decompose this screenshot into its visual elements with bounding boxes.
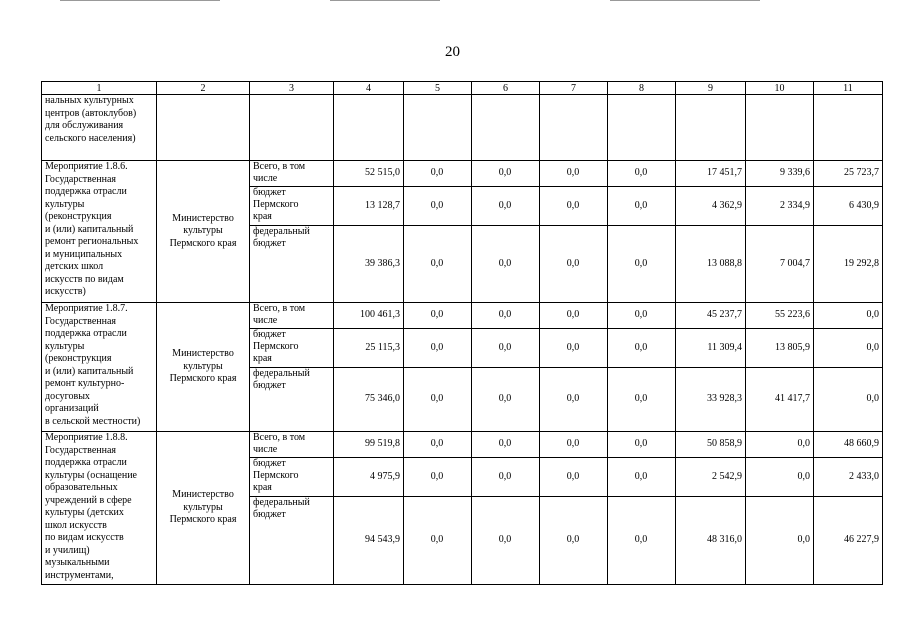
column-number-header: 4 [334,82,404,95]
empty-cell [472,95,540,161]
table-row [42,161,883,187]
description-line: Государственная [45,444,117,456]
value-cell: 13 088,8 [676,226,746,303]
column-number-header: 3 [250,82,334,95]
value-cell: 0,0 [608,187,676,226]
source-line: бюджет [253,509,286,520]
value-cell: 9 339,6 [746,161,814,187]
description-line: (реконструкция [45,211,112,222]
source-line: числе [253,315,278,326]
source-line: края [253,353,272,364]
value-cell: 0,0 [404,187,472,226]
activity-description [42,95,157,161]
column-number-header: 8 [608,82,676,95]
source-line: числе [253,173,278,184]
column-number-header: 1 [42,82,157,95]
empty-cell [608,95,676,161]
description-line: организаций [45,403,99,414]
value-cell: 52 515,0 [334,161,404,187]
responsible-ministry [157,161,250,303]
source-line: края [253,482,272,493]
funding-source [250,497,334,585]
column-number-header: 6 [472,82,540,95]
value-cell: 0,0 [746,458,814,497]
source-line: бюджет [253,458,286,469]
source-line: Всего, в том [253,432,306,443]
description-line: инструментами, [45,569,114,581]
value-cell: 48 660,9 [814,432,883,458]
source-line: края [253,211,272,222]
value-cell: 0,0 [608,432,676,458]
value-cell: 17 451,7 [676,161,746,187]
value-cell: 0,0 [746,497,814,585]
description-line: поддержка отрасли [45,328,127,339]
description-line: поддержка отрасли [45,186,127,197]
description-line: Государственная [45,173,117,185]
value-cell: 0,0 [540,432,608,458]
empty-cell [814,95,883,161]
value-cell: 0,0 [472,303,540,329]
funding-source [250,368,334,432]
activity-description [42,432,157,585]
funding-source [250,303,334,329]
value-cell: 25 723,7 [814,161,883,187]
value-cell: 0,0 [608,161,676,187]
value-cell: 0,0 [608,329,676,368]
value-cell: 0,0 [404,458,472,497]
value-cell: 0,0 [746,432,814,458]
value-cell: 0,0 [540,368,608,432]
value-cell: 0,0 [472,432,540,458]
description-line: культуры (оснащение [45,469,137,481]
description-line: детских школ [45,261,104,272]
activity-description [42,303,157,432]
value-cell: 0,0 [404,226,472,303]
scan-artifact-line [610,0,760,1]
column-number-header: 10 [746,82,814,95]
value-cell: 0,0 [540,329,608,368]
description-line: сельского населения) [45,132,136,144]
responsible-ministry [157,432,250,585]
empty-cell [334,95,404,161]
funding-source [250,458,334,497]
description-line: и (или) капитальный [45,365,134,377]
ministry-line: Министерство [172,489,234,501]
empty-cell [676,95,746,161]
value-cell: 99 519,8 [334,432,404,458]
responsible-ministry [157,303,250,432]
page-number: 20 [445,44,460,60]
value-cell: 0,0 [472,458,540,497]
value-cell: 13 128,7 [334,187,404,226]
description-line: музыкальными [45,557,110,568]
ministry-line: Министерство [172,348,234,360]
value-cell: 0,0 [472,187,540,226]
column-number-header: 5 [404,82,472,95]
column-number-header: 11 [814,82,883,95]
value-cell: 55 223,6 [746,303,814,329]
value-cell: 2 542,9 [676,458,746,497]
header-row [42,82,883,95]
value-cell: 2 433,0 [814,458,883,497]
description-line: для обслуживания [45,120,124,131]
description-line: культуры (детских [45,507,124,518]
source-line: Пермского [253,199,299,210]
source-line: Пермского [253,341,299,352]
value-cell: 7 004,7 [746,226,814,303]
ministry-line: Пермского края [169,514,237,526]
column-number-header: 2 [157,82,250,95]
source-line: федеральный [253,368,310,379]
description-line: досуговых [45,390,90,402]
value-cell: 19 292,8 [814,226,883,303]
value-cell: 0,0 [404,368,472,432]
funding-source [250,432,334,458]
description-line: по видам искусств [45,532,124,543]
description-line: школ искусств [45,519,107,531]
empty-cell [746,95,814,161]
description-line: образовательных [45,482,118,493]
value-cell: 0,0 [814,303,883,329]
empty-cell [404,95,472,161]
ministry-line: культуры [183,501,223,513]
value-cell: 0,0 [404,161,472,187]
value-cell: 100 461,3 [334,303,404,329]
source-line: Пермского [253,470,299,481]
funding-source [250,226,334,303]
scan-artifact-line [330,0,440,1]
budget-table [41,81,883,585]
description-line: в сельской местности) [45,415,141,427]
value-cell: 0,0 [404,497,472,585]
value-cell: 0,0 [540,226,608,303]
source-line: числе [253,444,278,455]
description-line: искусств по видам [45,273,124,285]
value-cell: 0,0 [608,226,676,303]
description-line: Государственная [45,315,117,327]
description-line: Мероприятие 1.8.8. [45,432,128,443]
source-line: бюджет [253,187,286,198]
description-line: культуры [45,198,85,210]
value-cell: 50 858,9 [676,432,746,458]
description-line: нальных культурных [45,95,134,106]
ministry-line: Министерство [172,212,234,224]
description-line: ремонт культурно- [45,378,125,389]
ministry-line: культуры [183,360,223,372]
value-cell: 2 334,9 [746,187,814,226]
value-cell: 0,0 [608,458,676,497]
value-cell: 0,0 [540,458,608,497]
value-cell: 13 805,9 [746,329,814,368]
description-line: и училищ) [45,544,90,556]
value-cell: 0,0 [472,368,540,432]
description-line: и (или) капитальный [45,223,134,235]
activity-description [42,161,157,303]
description-line: искусств) [45,286,86,297]
description-line: Мероприятие 1.8.7. [45,303,128,314]
value-cell: 0,0 [814,368,883,432]
value-cell: 0,0 [608,368,676,432]
funding-source [250,161,334,187]
source-line: бюджет [253,380,286,391]
column-number-header: 9 [676,82,746,95]
description-line: центров (автоклубов) [45,107,137,119]
value-cell: 25 115,3 [334,329,404,368]
empty-cell [540,95,608,161]
value-cell: 0,0 [814,329,883,368]
value-cell: 48 316,0 [676,497,746,585]
value-cell: 0,0 [540,187,608,226]
description-line: Мероприятие 1.8.6. [45,161,128,172]
value-cell: 0,0 [540,161,608,187]
source-line: федеральный [253,497,310,508]
value-cell: 0,0 [472,226,540,303]
funding-source [250,329,334,368]
empty-cell [157,95,250,161]
value-cell: 41 417,7 [746,368,814,432]
source-line: Всего, в том [253,303,306,314]
source-line: бюджет [253,329,286,340]
value-cell: 33 928,3 [676,368,746,432]
value-cell: 0,0 [472,161,540,187]
value-cell: 0,0 [404,329,472,368]
description-line: культуры [45,340,85,352]
description-line: учреждений в сфере [45,494,132,506]
table-row [42,432,883,458]
value-cell: 46 227,9 [814,497,883,585]
value-cell: 4 362,9 [676,187,746,226]
source-line: Всего, в том [253,161,306,172]
description-line: и муниципальных [45,248,123,260]
description-line: ремонт региональных [45,236,139,247]
value-cell: 45 237,7 [676,303,746,329]
value-cell: 11 309,4 [676,329,746,368]
description-line: (реконструкция [45,353,112,364]
continuation-row [42,95,883,161]
value-cell: 0,0 [540,303,608,329]
description-line: поддержка отрасли [45,457,127,468]
value-cell: 0,0 [472,329,540,368]
value-cell: 0,0 [540,497,608,585]
value-cell: 6 430,9 [814,187,883,226]
table-row [42,303,883,329]
value-cell: 0,0 [404,303,472,329]
source-line: бюджет [253,238,286,249]
value-cell: 0,0 [472,497,540,585]
funding-source [250,187,334,226]
value-cell: 94 543,9 [334,497,404,585]
value-cell: 0,0 [608,303,676,329]
ministry-line: культуры [183,225,223,237]
ministry-line: Пермского края [169,373,237,385]
value-cell: 39 386,3 [334,226,404,303]
scan-artifact-line [60,0,220,1]
ministry-line: Пермского края [169,237,237,249]
column-number-header: 7 [540,82,608,95]
value-cell: 0,0 [608,497,676,585]
value-cell: 75 346,0 [334,368,404,432]
value-cell: 0,0 [404,432,472,458]
empty-cell [250,95,334,161]
source-line: федеральный [253,226,310,237]
value-cell: 4 975,9 [334,458,404,497]
